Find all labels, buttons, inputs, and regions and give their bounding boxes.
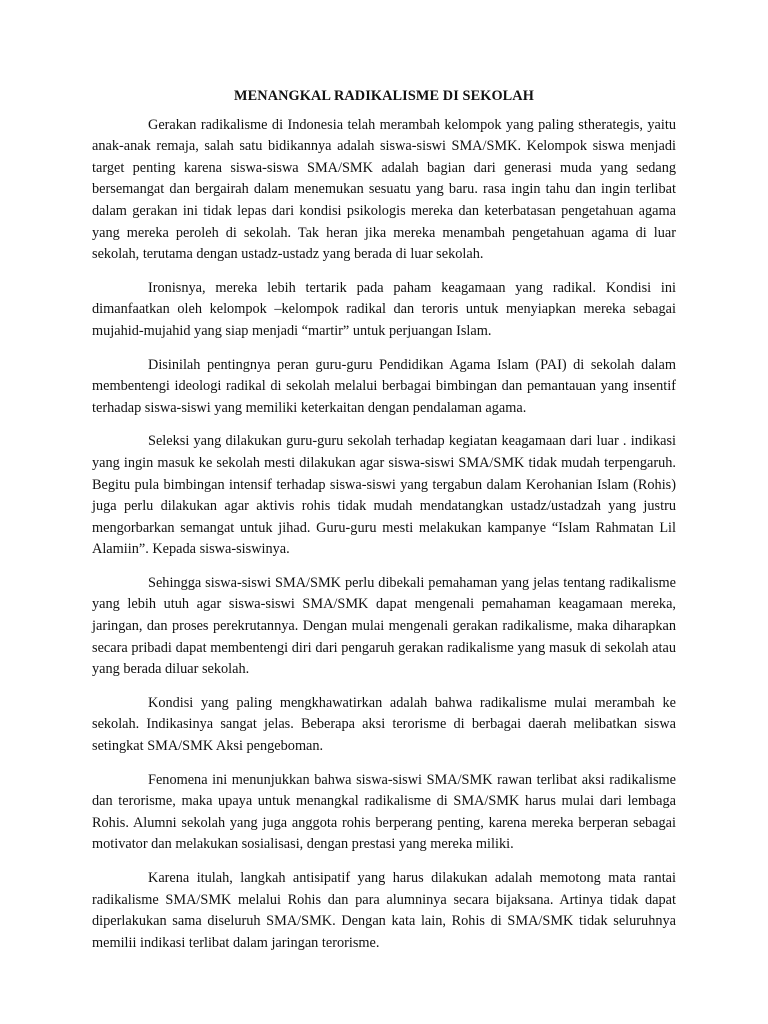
paragraph-8: Karena itulah, langkah antisipatif yang harus dilakukan adalah memotong mata rantai radikalisme SMA/SMK melalui Rohis dan para alumninya secara bijaksana. Artinya tidak dapat diperlakukan sama diseluruh SMA/SMK. Dengan kata lain, Rohis di SMA/SMK tidak seluruhnya memilii indikasi terlibat dalam jaringan terorisme.: [92, 870, 676, 951]
document-title: MENANGKAL RADIKALISME DI SEKOLAH: [234, 88, 534, 104]
document-page: [92, 86, 676, 966]
paragraph-3: Disinilah pentingnya peran guru-guru Pendidikan Agama Islam (PAI) di sekolah dalam membentengi ideologi radikal di sekolah melalui berbagai bimbingan dan pemantauan yang insentif terhadap siswa-siswi yang memiliki keterkaitan dengan pendalaman agama.: [92, 356, 676, 416]
paragraph-4: Seleksi yang dilakukan guru-guru sekolah terhadap kegiatan keagamaan dari luar . indikasi yang ingin masuk ke sekolah mesti dilakukan agar siswa-siswi SMA/SMK tidak mudah terpengaruh. Begitu pula bimbingan intensif terhadap siswa-siswi yang tergabun dalam Kerohanian Islam (Rohis) juga perlu dilakukan agar aktivis rohis tidak mudah mendatangkan ustadz/ustadzah yang justru mengorbarkan semangat untuk jihad. Guru-guru mesti melakukan kampanye “Islam Rahmatan Lil Alamiin”. Kepada siswa-siswinya.: [92, 433, 676, 558]
paragraph-2: Ironisnya, mereka lebih tertarik pada paham keagamaan yang radikal. Kondisi ini dimanfaatkan oleh kelompok –kelompok radikal dan teroris untuk menyiapkan mereka sebagai mujahid-mujahid yang siap menjadi “martir” untuk perjuangan Islam.: [92, 279, 676, 339]
paragraph-5: Sehingga siswa-siswi SMA/SMK perlu dibekali pemahaman yang jelas tentang radikalisme yang lebih utuh agar siswa-siswi SMA/SMK dapat mengenali pemahaman keagamaan mereka, jaringan, dan proses perekrutannya. Dengan mulai mengenali gerakan radikalisme, maka diharapkan secara pribadi dapat membentengi diri dari pengaruh gerakan radikalisme yang masuk di sekolah atau yang berada diluar sekolah.: [92, 574, 676, 678]
paragraph-6: Kondisi yang paling mengkhawatirkan adalah bahwa radikalisme mulai merambah ke sekolah. Indikasinya sangat jelas. Beberapa aksi terorisme di berbagai daerah melibatkan siswa setingkat SMA/SMK Aksi pengeboman.: [92, 694, 676, 755]
paragraph-1: Gerakan radikalisme di Indonesia telah merambah kelompok yang paling stherategis, yaitu anak-anak remaja, salah satu bidikannya adalah siswa-siswi SMA/SMK. Kelompok siswa menjadi target penting karena siswa-siswa SMA/SMK adalah bagian dari generasi muda yang sedang bersemangat dan bergairah dalam menemukan sesuatu yang baru. rasa ingin tahu dan ingin terlibat dalam gerakan ini tidak lepas dari kondisi psikologis mereka dan keterbatasan pengetahuan agama yang mereka peroleh di sekolah. Tak heran jika mereka menambah pengetahuan agama di luar sekolah, terutama dengan ustadz-ustadz yang berada di luar sekolah.: [92, 116, 676, 263]
paragraph-7: Fenomena ini menunjukkan bahwa siswa-siswi SMA/SMK rawan terlibat aksi radikalisme dan terorisme, maka upaya untuk menangkal radikalisme di SMA/SMK harus mulai dari lembaga Rohis. Alumni sekolah yang juga anggota rohis berperang penting, karena mereka berperan sebagai motivator dan melakukan sosialisasi, dengan prestasi yang mereka miliki.: [92, 771, 676, 853]
